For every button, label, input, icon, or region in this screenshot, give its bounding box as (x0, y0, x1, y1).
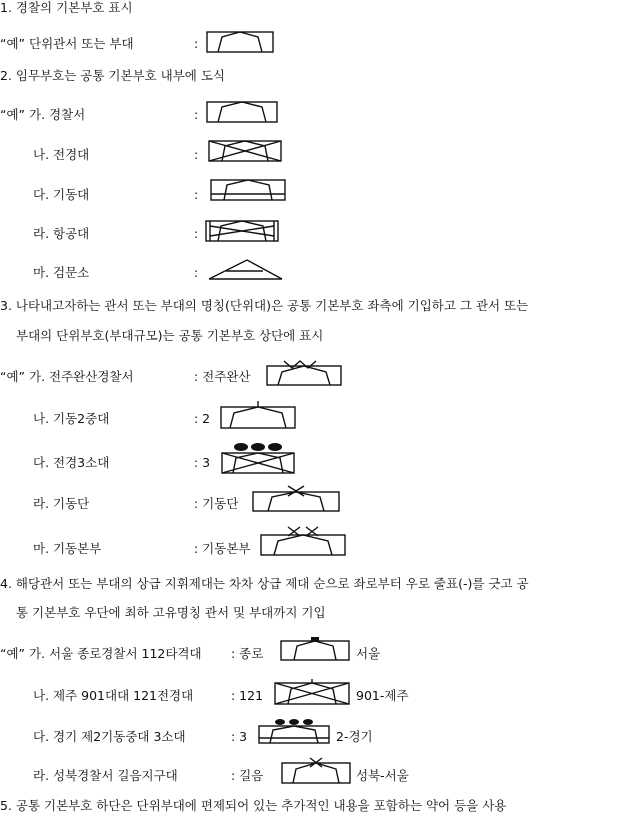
s3-row-label: 나. 기동2중대 (33, 411, 110, 426)
section-1-heading: 1. 경찰의 기본부호 표시 (0, 0, 133, 15)
s3-row-name: : 3 (194, 455, 211, 470)
platoon-symbol (221, 442, 295, 474)
section-2-example-police-station: “예” 가. 경찰서 (0, 107, 86, 122)
s4-row-label: 라. 성북경찰서 길음지구대 (33, 768, 178, 783)
district-unit-symbol (281, 758, 351, 784)
mobile-hq-symbol (260, 526, 346, 556)
s3-row-label: “예” 가. 전주완산경찰서 (0, 369, 134, 384)
police-station-symbol (206, 101, 278, 123)
mobile-platoon-symbol (258, 718, 330, 744)
s4-row-right: 2-경기 (336, 729, 373, 744)
s3-row-name: : 전주완산 (194, 369, 251, 384)
s4-row-left: : 길음 (231, 768, 264, 783)
colon: : (194, 187, 199, 202)
colon: : (194, 36, 199, 51)
s3-row-label: 마. 기동본부 (33, 541, 102, 556)
checkpoint-symbol (207, 258, 283, 280)
police-basic-symbol (206, 31, 274, 53)
section-2-item-riot-police: 나. 전경대 (33, 147, 90, 162)
section-5-heading: 5. 공통 기본부호 하단은 단위부대에 편제되어 있는 추가적인 내용을 포함하는 약어 등을 사용 (0, 798, 507, 813)
s4-row-left: : 3 (231, 729, 248, 744)
section-2-item-aviation-unit: 라. 항공대 (33, 226, 90, 241)
riot-unit-symbol (274, 679, 350, 705)
section-3-heading-line1: 3. 나타내고자하는 관서 또는 부대의 명칭(단위대)은 공통 기본부호 좌측에 기입하고 그 관서 또는 (0, 298, 529, 313)
mobile-corps-symbol (252, 486, 340, 512)
aviation-unit-symbol (205, 220, 279, 242)
section-2-item-mobile-unit: 다. 기동대 (33, 187, 90, 202)
colon: : (194, 265, 199, 280)
company-symbol (220, 401, 296, 429)
section-4-heading-line2: 통 기본부호 우단에 최하 고유명칭 관서 및 부대까지 기입 (16, 605, 326, 620)
mobile-unit-symbol (210, 179, 286, 201)
station-with-echelon-symbol (266, 358, 342, 386)
s4-row-right: 서울 (356, 646, 381, 661)
colon: : (194, 107, 199, 122)
strike-team-symbol (280, 637, 350, 661)
section-1-example-label: “예” 단위관서 또는 부대 (0, 36, 134, 51)
colon: : (194, 147, 199, 162)
section-4-heading-line1: 4. 해당관서 또는 부대의 상급 지휘제대는 차차 상급 제대 순으로 좌로부터 우로 줄표(-)를 긋고 공 (0, 576, 529, 591)
s3-row-name: : 기동단 (194, 496, 239, 511)
colon: : (194, 226, 199, 241)
s4-row-label: 나. 제주 901대대 121전경대 (33, 688, 194, 703)
s3-row-name: : 2 (194, 411, 211, 426)
s4-row-left: : 121 (231, 688, 264, 703)
s4-row-label: “예” 가. 서울 종로경찰서 112타격대 (0, 646, 202, 661)
s3-row-label: 다. 전경3소대 (33, 455, 110, 470)
s4-row-left: : 종로 (231, 646, 264, 661)
section-2-item-checkpoint: 마. 검문소 (33, 265, 90, 280)
section-3-heading-line2: 부대의 단위부호(부대규모)는 공통 기본부호 상단에 표시 (16, 328, 324, 343)
s4-row-right: 성북-서울 (356, 768, 409, 783)
s3-row-name: : 기동본부 (194, 541, 251, 556)
section-2-heading: 2. 임무부호는 공통 기본부호 내부에 도식 (0, 68, 225, 83)
s4-row-right: 901-제주 (356, 688, 409, 703)
s3-row-label: 라. 기동단 (33, 496, 90, 511)
riot-police-symbol (208, 140, 282, 162)
s4-row-label: 다. 경기 제2기동중대 3소대 (33, 729, 186, 744)
